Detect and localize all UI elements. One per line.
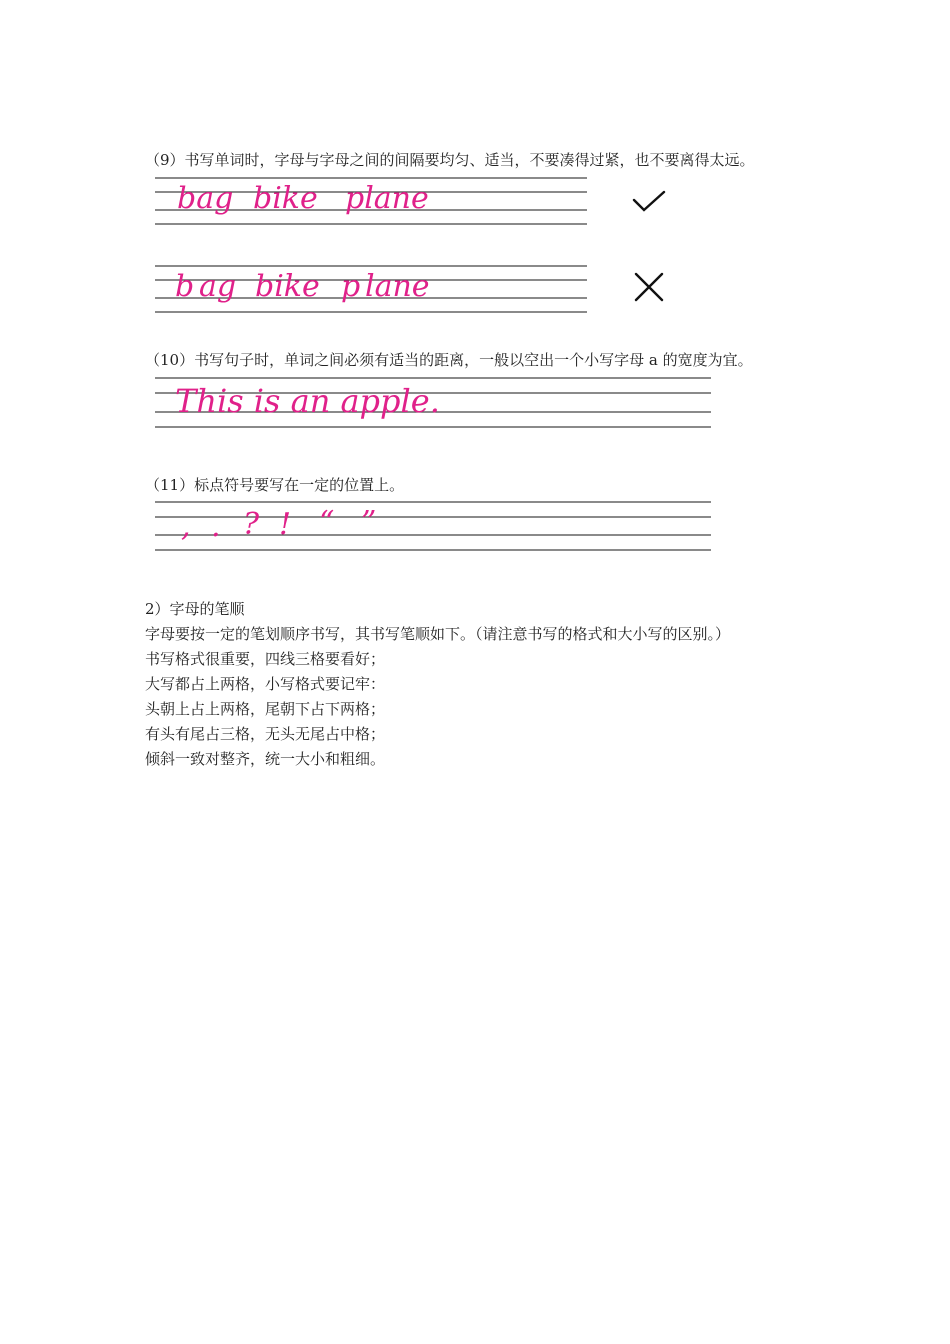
sample-word: ag — [199, 269, 237, 304]
punctuation-mark: . — [211, 509, 221, 544]
punctuation-mark: ? — [243, 507, 260, 542]
cross-icon — [634, 272, 664, 302]
check-icon — [632, 190, 666, 214]
sample-word: bike — [255, 269, 320, 304]
sample-word: p — [341, 269, 361, 304]
sample-word: bag — [177, 181, 234, 216]
punctuation-mark: ” — [361, 505, 377, 540]
sample-word: b — [175, 269, 195, 304]
four-line-grid — [155, 498, 715, 556]
sample-word: bike — [253, 181, 318, 216]
verse-line: 书写格式很重要，四线三格要看好； — [145, 650, 386, 668]
sentence-spacing-sample — [155, 374, 715, 434]
punctuation-mark: , — [181, 509, 191, 544]
punctuation-mark: “ — [319, 505, 335, 540]
part-2-heading: 2）字母的笔顺 — [145, 600, 245, 618]
section-10-caption: （10）书写句子时，单词之间必须有适当的距离，一般以空出一个小写字母 a 的宽度为宜。 — [145, 351, 753, 369]
four-line-grid — [155, 262, 595, 320]
punctuation-sample — [155, 498, 715, 556]
sample-sentence: This is an apple. — [175, 382, 440, 420]
four-line-grid — [155, 374, 715, 434]
verse-line: 大写都占上两格，小写格式要记牢： — [145, 675, 386, 693]
verse-line: 有头有尾占三格，无头无尾占中格； — [145, 725, 386, 743]
sample-word: plane — [345, 181, 429, 216]
sample-word: lane — [365, 269, 430, 304]
verse-line: 头朝上占上两格，尾朝下占下两格； — [145, 700, 386, 718]
correct-spacing-sample — [155, 174, 595, 232]
incorrect-spacing-sample — [155, 262, 595, 320]
part-2-intro: 字母要按一定的笔划顺序书写，其书写笔顺如下。（请注意书写的格式和大小写的区别。） — [145, 625, 731, 643]
section-9-caption: （9）书写单词时，字母与字母之间的间隔要均匀、适当，不要凑得过紧，也不要离得太远。 — [145, 151, 755, 169]
four-line-grid — [155, 174, 595, 232]
punctuation-mark: ! — [279, 507, 292, 542]
verse-line: 倾斜一致对整齐，统一大小和粗细。 — [145, 750, 386, 768]
section-11-caption: （11）标点符号要写在一定的位置上。 — [145, 476, 405, 494]
